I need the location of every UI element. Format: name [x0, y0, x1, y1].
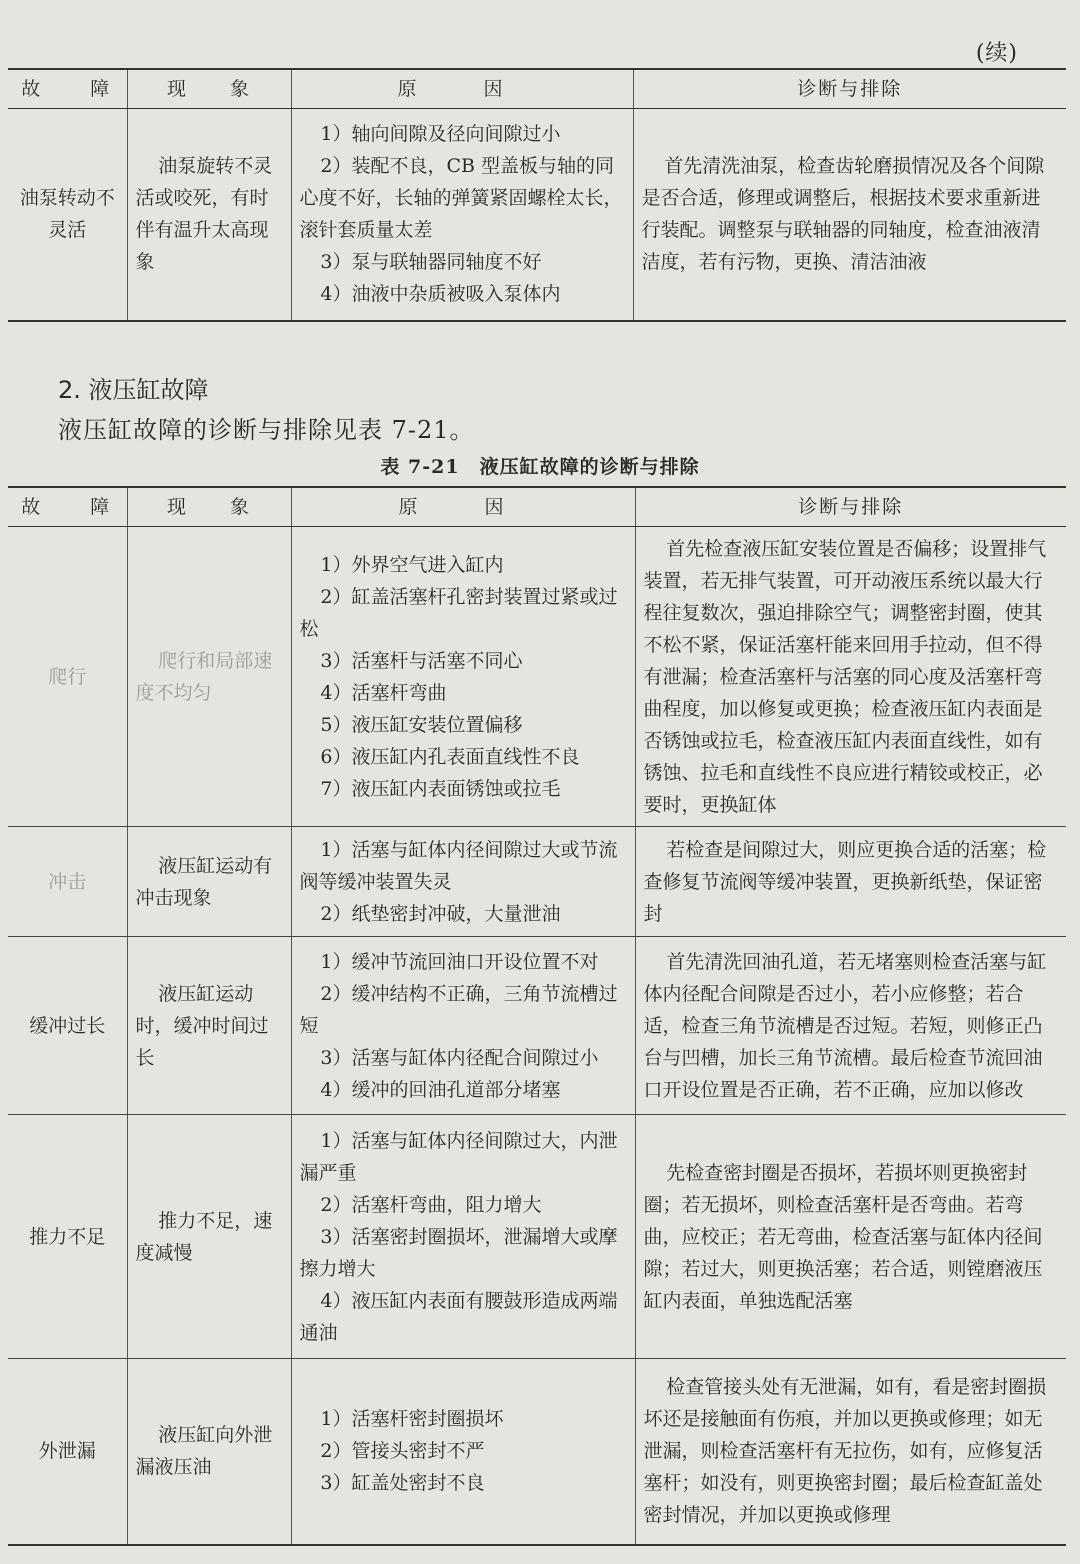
continued-label: (续) [975, 41, 1018, 66]
phenomenon-text: 液压缸运动时，缓冲时间过长 [135, 982, 269, 1069]
cause-cell [291, 109, 633, 321]
phenomenon-text: 爬行和局部速度不均匀 [135, 649, 273, 704]
cause-list [300, 118, 625, 310]
diagnosis-cell: 先检查密封圈是否损坏，若损坏则更换密封圈；若无损坏，则检查活塞杆是否弯曲。若弯曲，应校正；若无弯曲，检查活塞与缸体内径间隙；若过大，则更换活塞；若合适，则镗磨液压缸内表面，单独选配活塞 [635, 1115, 1066, 1359]
table-row [8, 827, 1066, 937]
header-diagnosis: 诊断与排除 [633, 69, 1066, 109]
header-fault: 故 障 [8, 487, 127, 527]
cause-cell [291, 527, 635, 827]
cylinder-fault-table [8, 486, 1066, 1546]
cause-item: 4）油液中杂质被吸入泵体内 [320, 283, 561, 306]
header-cause: 原 因 [291, 69, 633, 109]
table-header-row [8, 69, 1066, 109]
diagnosis-cell: 首先检查液压缸安装位置是否偏移；设置排气装置，若无排气装置，可开动液压系统以最大行程往复数次，强迫排除空气；调整密封圈，使其不松不紧，保证活塞杆能来回用手拉动，但不得有泄漏；检查活塞杆与活塞的同心度及活塞杆弯曲程度，加以修复或更换；检查液压缸内表面是否锈蚀或拉毛，检查液压缸内表面直线性，如有锈蚀、拉毛和直线性不良应进行精铰或校正，必要时，更换缸体 [635, 527, 1066, 827]
diagnosis-cell: 首先清洗油泵，检查齿轮磨损情况及各个间隙是否合适，修理或调整后，根据技术要求重新进行装配。调整泵与联轴器的同轴度，检查油液清洁度，若有污物，更换、清洁油液 [633, 109, 1066, 321]
phenomenon-cell [127, 109, 291, 321]
cause-cell [291, 1359, 635, 1545]
cause-item: 3）活塞密封圈损坏，泄漏增大或摩擦力增大 [299, 1225, 618, 1280]
cause-item: 4）液压缸内表面有腰鼓形造成两端通油 [299, 1289, 618, 1344]
header-fault: 故 障 [8, 69, 127, 109]
cause-list [300, 549, 627, 805]
table-row [8, 527, 1066, 827]
fault-cell: 油泵转动不灵活 [8, 109, 127, 321]
cause-cell [291, 1115, 635, 1359]
cause-list [300, 834, 627, 930]
cause-item: 2）装配不良，CB 型盖板与轴的同心度不好，长轴的弹簧紧固螺栓太长，滚针套质量太差 [299, 155, 623, 242]
fault-cell: 推力不足 [8, 1115, 127, 1359]
diagnosis-cell: 首先清洗回油孔道，若无堵塞则检查活塞与缸体内径配合间隙是否过小，若小应修整；若合适，检查三角节流槽是否过短。若短，则修正凸台与凹槽，加长三角节流槽。最后检查节流回油口开设位置是否正确，若不正确，应加以修改 [635, 937, 1066, 1115]
cause-cell [291, 937, 635, 1115]
cause-item: 1）轴向间隙及径向间隙过小 [320, 123, 561, 146]
fault-cell: 冲击 [8, 827, 127, 937]
cause-list [300, 1403, 627, 1499]
cause-item: 5）液压缸安装位置偏移 [320, 713, 523, 736]
fault-cell: 外泄漏 [8, 1359, 127, 1545]
cause-item: 1）活塞与缸体内径间隙过大，内泄漏严重 [299, 1129, 618, 1184]
cause-item: 2）缓冲结构不正确，三角节流槽过短 [299, 982, 618, 1037]
header-cause: 原 因 [291, 487, 635, 527]
fault-cell: 爬行 [8, 527, 127, 827]
table-row [8, 1359, 1066, 1545]
phenomenon-cell [127, 1115, 291, 1359]
cause-item: 6）液压缸内孔表面直线性不良 [320, 745, 580, 768]
cause-item: 3）活塞杆与活塞不同心 [320, 649, 523, 672]
cause-list [300, 946, 627, 1106]
cause-item: 2）活塞杆弯曲，阻力增大 [320, 1193, 542, 1216]
phenomenon-cell [127, 527, 291, 827]
header-phenomenon: 现 象 [127, 487, 291, 527]
cause-item: 1）活塞与缸体内径间隙过大或节流阀等缓冲装置失灵 [299, 838, 618, 893]
section-text: 液压缸故障的诊断与排除见表 7-21。 [58, 416, 475, 444]
cause-item: 1）活塞杆密封圈损坏 [320, 1408, 504, 1431]
cause-item: 3）活塞与缸体内径配合间隙过小 [320, 1046, 599, 1069]
section-title: 2. 液压缸故障 [58, 376, 209, 404]
phenomenon-cell [127, 1359, 291, 1545]
table-row [8, 109, 1066, 321]
diagnosis-cell: 若检查是间隙过大，则应更换合适的活塞；检查修复节流阀等缓冲装置，更换新纸垫，保证密封 [635, 827, 1066, 937]
table-row [8, 1115, 1066, 1359]
cause-item: 3）缸盖处密封不良 [320, 1472, 485, 1495]
phenomenon-cell [127, 827, 291, 937]
cause-item: 3）泵与联轴器同轴度不好 [320, 251, 542, 274]
cause-item: 7）液压缸内表面锈蚀或拉毛 [320, 777, 561, 800]
cause-item: 2）缸盖活塞杆孔密封装置过紧或过松 [299, 585, 618, 640]
cause-list [300, 1125, 627, 1349]
phenomenon-cell [127, 937, 291, 1115]
cause-item: 1）外界空气进入缸内 [320, 553, 504, 576]
cause-item: 2）管接头密封不严 [320, 1440, 485, 1463]
phenomenon-text: 推力不足，速度减慢 [135, 1209, 273, 1264]
cause-item: 1）缓冲节流回油口开设位置不对 [320, 950, 599, 973]
header-diagnosis: 诊断与排除 [635, 487, 1066, 527]
phenomenon-text: 油泵旋转不灵活或咬死，有时伴有温升太高现象 [135, 155, 273, 274]
phenomenon-text: 液压缸向外泄漏液压油 [135, 1424, 273, 1479]
cause-item: 4）活塞杆弯曲 [320, 681, 447, 704]
cause-cell [291, 827, 635, 937]
cause-item: 4）缓冲的回油孔道部分堵塞 [320, 1078, 561, 1101]
pump-fault-table [8, 68, 1066, 322]
phenomenon-text: 液压缸运动有冲击现象 [135, 854, 273, 909]
table-header-row [8, 487, 1066, 527]
header-phenomenon: 现 象 [127, 69, 291, 109]
diagnosis-cell: 检查管接头处有无泄漏，如有，看是密封圈损坏还是接触面有伤痕，并加以更换或修理；如无泄漏，则检查活塞杆有无拉伤，如有，应修复活塞杆；如没有，则更换密封圈；最后检查缸盖处密封情况，并加以更换或修理 [635, 1359, 1066, 1545]
table-caption: 表 7-21 液压缸故障的诊断与排除 [380, 456, 700, 478]
fault-cell: 缓冲过长 [8, 937, 127, 1115]
table-row [8, 937, 1066, 1115]
cause-item: 2）纸垫密封冲破，大量泄油 [320, 902, 561, 925]
